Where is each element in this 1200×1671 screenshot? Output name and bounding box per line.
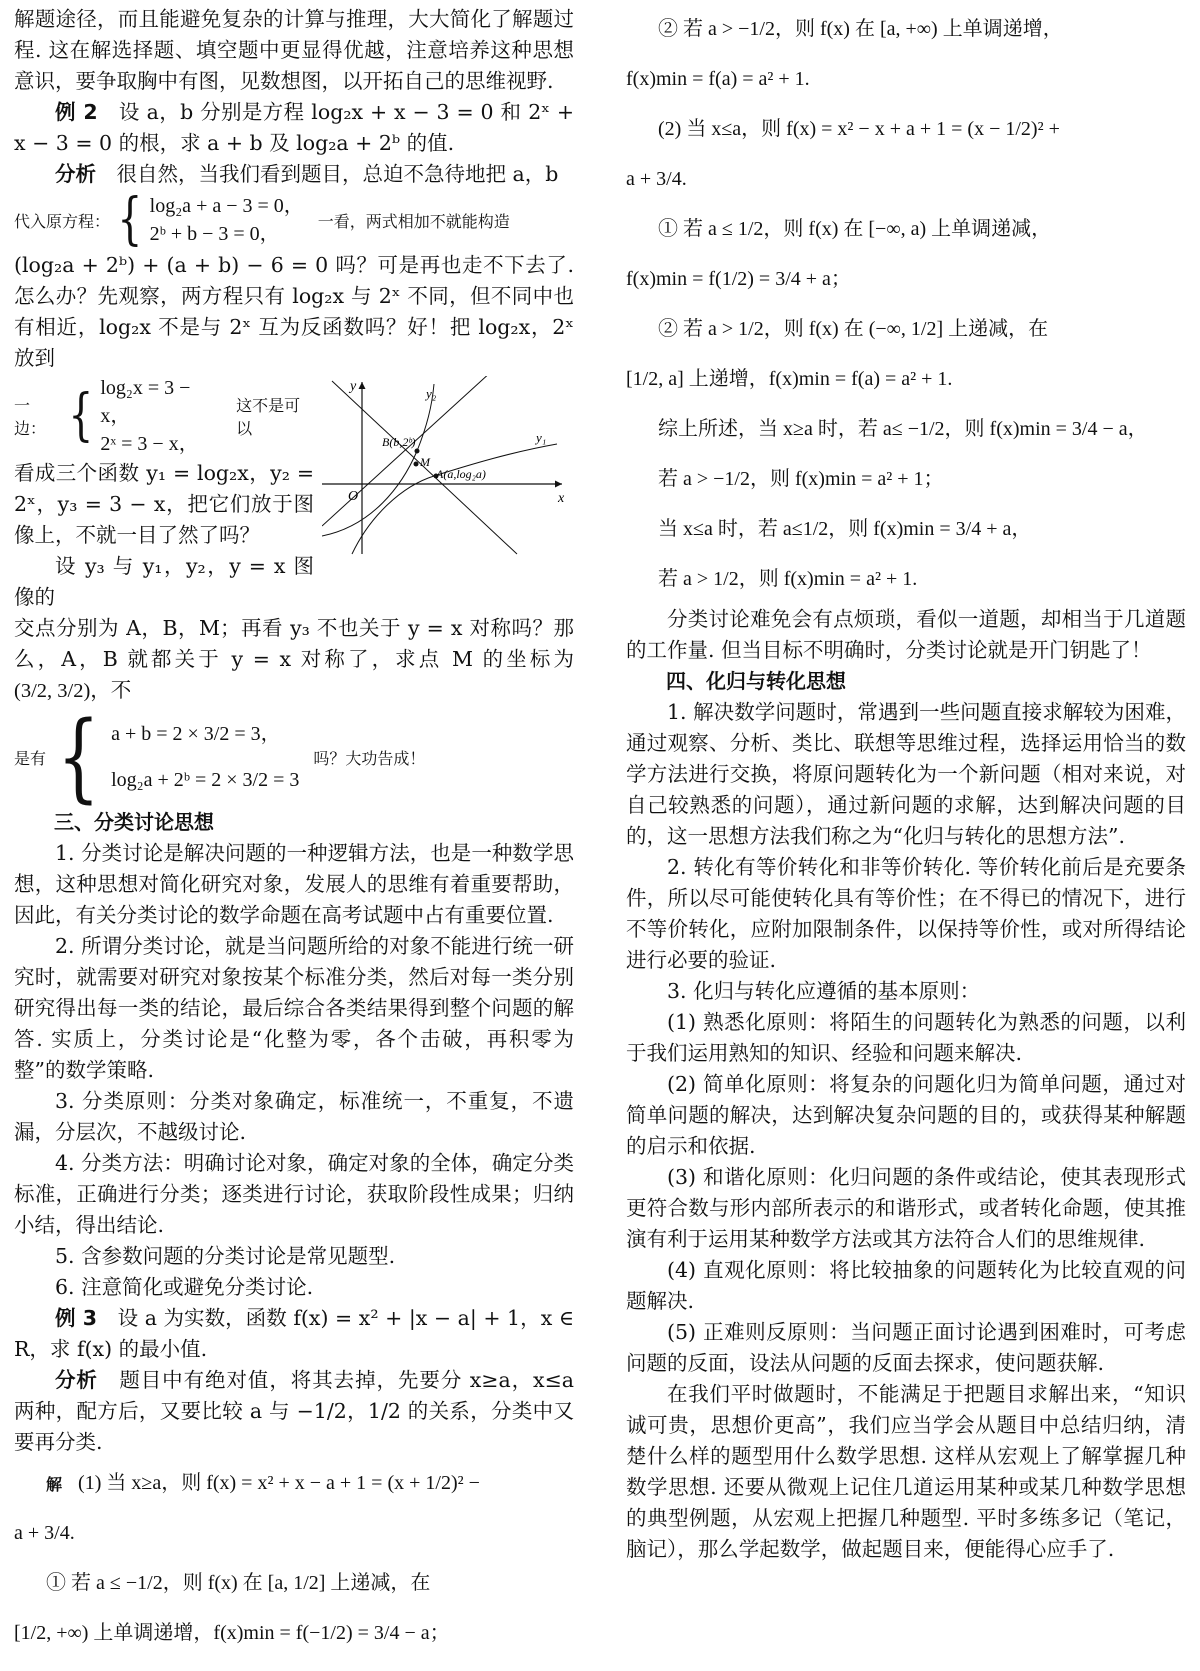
figure-row (14, 374, 574, 613)
paragraph-final: 在我们平时做题时，不能满足于把题目求解出来，“知识诚可贵，思想价更高”，我们应当学会从题目中总结归纳，清楚什么样的题型用什么数学思想. 这样从宏观上了解掌握几种数学思想. 还要从微观上记住几道运用某种或某几种数学思想的典型例题，从宏观上把握几种题型. 平时多练多记（笔记，脑记），那么学起数学，做起题目来，便能得心应手了. (626, 1382, 1186, 1561)
summary-3-eq: 当 x≤a 时，若 a≤1/2，则 f(x)min = 3/4 + a， (658, 518, 1032, 540)
label-x: x (558, 491, 565, 506)
principle-2: (2) 简单化原则：将复杂的问题化归为简单问题，通过对简单问题的解决，达到解决复杂问题的目的，或获得某种解题的启示和依据. (626, 1072, 1186, 1158)
case-d2-eq: ② 若 a > 1/2，则 f(x) 在 (−∞, 1/2] 上递减，在 (658, 318, 1049, 340)
substitution-lead: 代入原方程： (14, 211, 111, 231)
example-3-label: 例 3 (55, 1306, 97, 1330)
s4-item-2: 2. 转化有等价转化和非等价转化. 等价转化前后是充要条件，所以尽可能使转化具有等价性；在不得已的情况下，进行不等价转化，应附加限制条件，以保持等价性，或对所得结论进行必要的验证. (626, 855, 1186, 972)
case-2-cont (626, 54, 1186, 104)
label-y: y (350, 379, 357, 394)
result-after: 吗？大功告成！ (313, 748, 426, 768)
side-eq-1: log₂x = 3 − x， (100, 377, 191, 427)
solution-2-eq: (2) 当 x≤a，则 f(x) = x² − x + a + 1 = (x − 1/2)² + (658, 118, 1060, 140)
symmetry-text (14, 613, 574, 707)
case-d2-cont (626, 354, 1186, 404)
case-2-eq-b: f(x)min = f(a) = a² + 1. (626, 68, 810, 90)
symmetry-end: ，不 (90, 678, 132, 702)
label-b: B(b,2ᵇ) (382, 435, 416, 449)
s4-item-3: 3. 化归与转化应遵循的基本原则： (667, 979, 981, 1003)
brace-icon: { (57, 701, 100, 813)
solution-2-eq-b: a + 3/4. (626, 168, 687, 190)
solution-2-cont (626, 154, 1186, 204)
point-m-coord: (3/2, 3/2) (14, 680, 91, 702)
label-y1: y₁ (536, 430, 547, 445)
summary-1 (626, 404, 1186, 454)
s3-item-2: 2. 所谓分类讨论，就是当问题所给的对象不能进行统一研究时，就需要对研究对象按某个标准分类，然后对每一类分别研究得出每一类的结论，最后综合各类结果得到整个问题的解答. 实质上，分类讨论是“化整为零，各个击破，再积零为整”的数学策略. (14, 934, 574, 1082)
result-lead: 是有 (14, 748, 47, 768)
s3-item-6: 6. 注意简化或避免分类讨论. (55, 1275, 314, 1299)
analysis-label: 分析 (55, 162, 96, 186)
substitution-after: 一看，两式相加不就能构造 (317, 211, 510, 231)
paragraph-intro: 解题途径，而且能避免复杂的计算与推理，大大简化了解题过程. 这在解选择题、填空题中更显得优越，注意培养这种思想意识，要争取胸中有图，见数想图，以开拓自己的思维视野. (14, 7, 574, 93)
result-system (14, 701, 574, 813)
principle-5: (5) 正难则反原则：当问题正面讨论遇到困难时，可考虑问题的反面，设法从问题的反面去探求，使问题获解. (626, 1320, 1186, 1375)
case-d1-eq: ① 若 a ≤ 1/2，则 f(x) 在 [−∞, a) 上单调递减， (658, 218, 1052, 240)
analysis-3-text: 题目中有绝对值，将其去掉，先要分 x≥a，x≤a 两种，配方后，又要比较 a 与 −1/2，1/2 的关系，分类中又要再分类. (14, 1368, 575, 1454)
s3-item-4: 4. 分类方法：明确讨论对象，确定对象的全体，确定分类标准，正确进行分类；逐类进行讨论，获取阶段性成果；归纳小结，得出结论. (14, 1151, 574, 1237)
analysis-2 (14, 159, 574, 190)
principle-3: (3) 和谐化原则：化归问题的条件或结论，使其表现形式更符合数与形内部所表示的和谐形式，或者转化命题，使其推演有利于运用某种数学方法或其方法符合人们的思维规律. (626, 1165, 1186, 1251)
summary-4 (626, 554, 1186, 604)
principle-1: (1) 熟悉化原则：将陌生的问题转化为熟悉的问题，以利于我们运用熟知的知识、经验和问题来解决. (626, 1010, 1186, 1065)
side-after: 这不是可以 (236, 396, 301, 438)
analysis-text: 很自然，当我们看到题目，总迫不急待地把 a，b (116, 162, 559, 186)
summary-4-eq: 若 a > 1/2，则 f(x)min = a² + 1. (658, 568, 918, 590)
summary-2 (626, 454, 1186, 504)
symmetry-main: 交点分别为 A，B，M；再看 y₃ 不也关于 y = x 对称吗？那么，A，B 就都关于 y = x 对称了，求点 M 的坐标为 (14, 616, 574, 671)
point-b (415, 449, 420, 454)
example-2 (14, 97, 574, 159)
case-2 (626, 4, 1186, 54)
case-d2 (626, 304, 1186, 354)
label-y2: y₂ (426, 386, 437, 401)
function-graph (322, 376, 572, 556)
case-d1-cont (626, 254, 1186, 304)
example-2-text: 设 a，b 分别是方程 log₂x + x − 3 = 0 和 2ˣ + x − 3 = 0 的根，求 a + b 及 log₂a + 2ᵇ 的值. (14, 100, 574, 155)
summary-1-eq: 综上所述，当 x≥a 时，若 a≤ −1/2，则 f(x)min = 3/4 − a， (658, 418, 1148, 440)
side-system (14, 374, 314, 458)
result-eq-1: a + b = 2 × 3/2 = 3， (111, 723, 281, 745)
summary-3 (626, 504, 1186, 554)
side-lead: 一边： (14, 396, 47, 438)
left-column (14, 4, 574, 1658)
example-2-label: 例 2 (55, 100, 98, 124)
case-1-cont (14, 1608, 574, 1658)
solution-1 (14, 1458, 574, 1508)
s4-item-1: 1. 解决数学问题时，常遇到一些问题直接求解较为困难，通过观察、分析、类比、联想等思维过程，选择运用恰当的数学方法进行交换，将原问题转化为一个新问题（相对来说，对自己较熟悉的问题），通过新问题的求解，达到解决问题的目的，这一思想方法我们称之为“化归与转化的思想方法”. (626, 700, 1186, 848)
case-1-eq: ① 若 a ≤ −1/2，则 f(x) 在 [a, 1/2] 上递减，在 (46, 1572, 431, 1594)
solution-label: 解 (46, 1474, 63, 1494)
sys-eq-2: 2ᵇ + b − 3 = 0， (149, 223, 280, 245)
sys-eq-1: log₂a + a − 3 = 0， (149, 195, 304, 217)
case-2-eq: ② 若 a > −1/2，则 f(x) 在 [a, +∞) 上单调递增， (658, 18, 1063, 40)
case-d2-eq-b: [1/2, a] 上递增，f(x)min = f(a) = a² + 1. (626, 368, 953, 390)
analysis-3-label: 分析 (55, 1368, 98, 1392)
side-eq-2: 2ˣ = 3 − x， (100, 433, 199, 455)
solution-2 (626, 104, 1186, 154)
figure-side-text (14, 374, 314, 613)
brace-icon: { (117, 187, 143, 252)
three-functions-text: 看成三个函数 y₁ = log₂x，y₂ = 2ˣ，y₃ = 3 − x，把它们放于图像上，不就一目了然了吗？ (14, 461, 314, 547)
principle-4: (4) 直观化原则：将比较抽象的问题转化为比较直观的问题解决. (626, 1258, 1186, 1313)
case-d1 (626, 204, 1186, 254)
analysis-3 (14, 1365, 574, 1458)
substitution-system (14, 187, 574, 252)
curve-y1 (352, 444, 557, 554)
result-eq-2: log₂a + 2ᵇ = 2 × 3/2 = 3 (111, 769, 300, 791)
section-4-heading: 四、化归与转化思想 (666, 669, 846, 693)
section-3-heading: 三、分类讨论思想 (54, 810, 214, 834)
intersection-text: 设 y₃ 与 y₁，y₂，y = x 图像的 (14, 554, 314, 609)
case-d1-eq-b: f(x)min = f(1/2) = 3/4 + a； (626, 268, 851, 290)
case-1 (14, 1558, 574, 1608)
right-column (626, 4, 1186, 1565)
label-o: O (348, 489, 359, 504)
brace-icon: { (68, 383, 94, 448)
s3-item-5: 5. 含参数问题的分类讨论是常见题型. (55, 1244, 396, 1268)
solution-1-cont (14, 1508, 574, 1558)
solution-1-eq-b: a + 3/4. (14, 1522, 75, 1544)
case-1-eq-b: [1/2, +∞) 上单调递增，f(x)min = f(−1/2) = 3/4 − a； (14, 1622, 450, 1644)
s3-item-3: 3. 分类原则：分类对象确定，标准统一，不重复，不遗漏，分层次，不越级讨论. (14, 1089, 574, 1144)
example-3 (14, 1303, 574, 1365)
summary-2-eq: 若 a > −1/2，则 f(x)min = a² + 1； (658, 468, 944, 490)
solution-1-eq: (1) 当 x≥a，则 f(x) = x² + x − a + 1 = (x + 1/2)² − (78, 1472, 480, 1494)
paragraph-classification-end: 分类讨论难免会有点烦琐，看似一道题，却相当于几道题的工作量. 但当目标不明确时，分类讨论就是开门钥匙了！ (626, 607, 1186, 662)
label-m: M (420, 455, 430, 469)
paragraph-observe: (log₂a + 2ᵇ) + (a + b) − 6 = 0 吗？可是再也走不下去了. 怎么办？先观察，两方程只有 log₂x 与 2ˣ 不同，但不同中也有相近，log₂x 不是与 2ˣ 互为反函数吗？好！把 log₂x，2ˣ 放到 (14, 253, 574, 370)
example-3-text: 设 a 为实数，函数 f(x) = x² + |x − a| + 1，x ∈ R，求 f(x) 的最小值. (14, 1306, 574, 1361)
point-m (414, 462, 419, 467)
s3-item-1: 1. 分类讨论是解决问题的一种逻辑方法，也是一种数学思想，这种思想对简化研究对象，发展人的思维有着重要帮助，因此，有关分类讨论的数学命题在高考试题中占有重要位置. (14, 841, 574, 927)
label-a: A(a,log₂a) (436, 467, 486, 481)
